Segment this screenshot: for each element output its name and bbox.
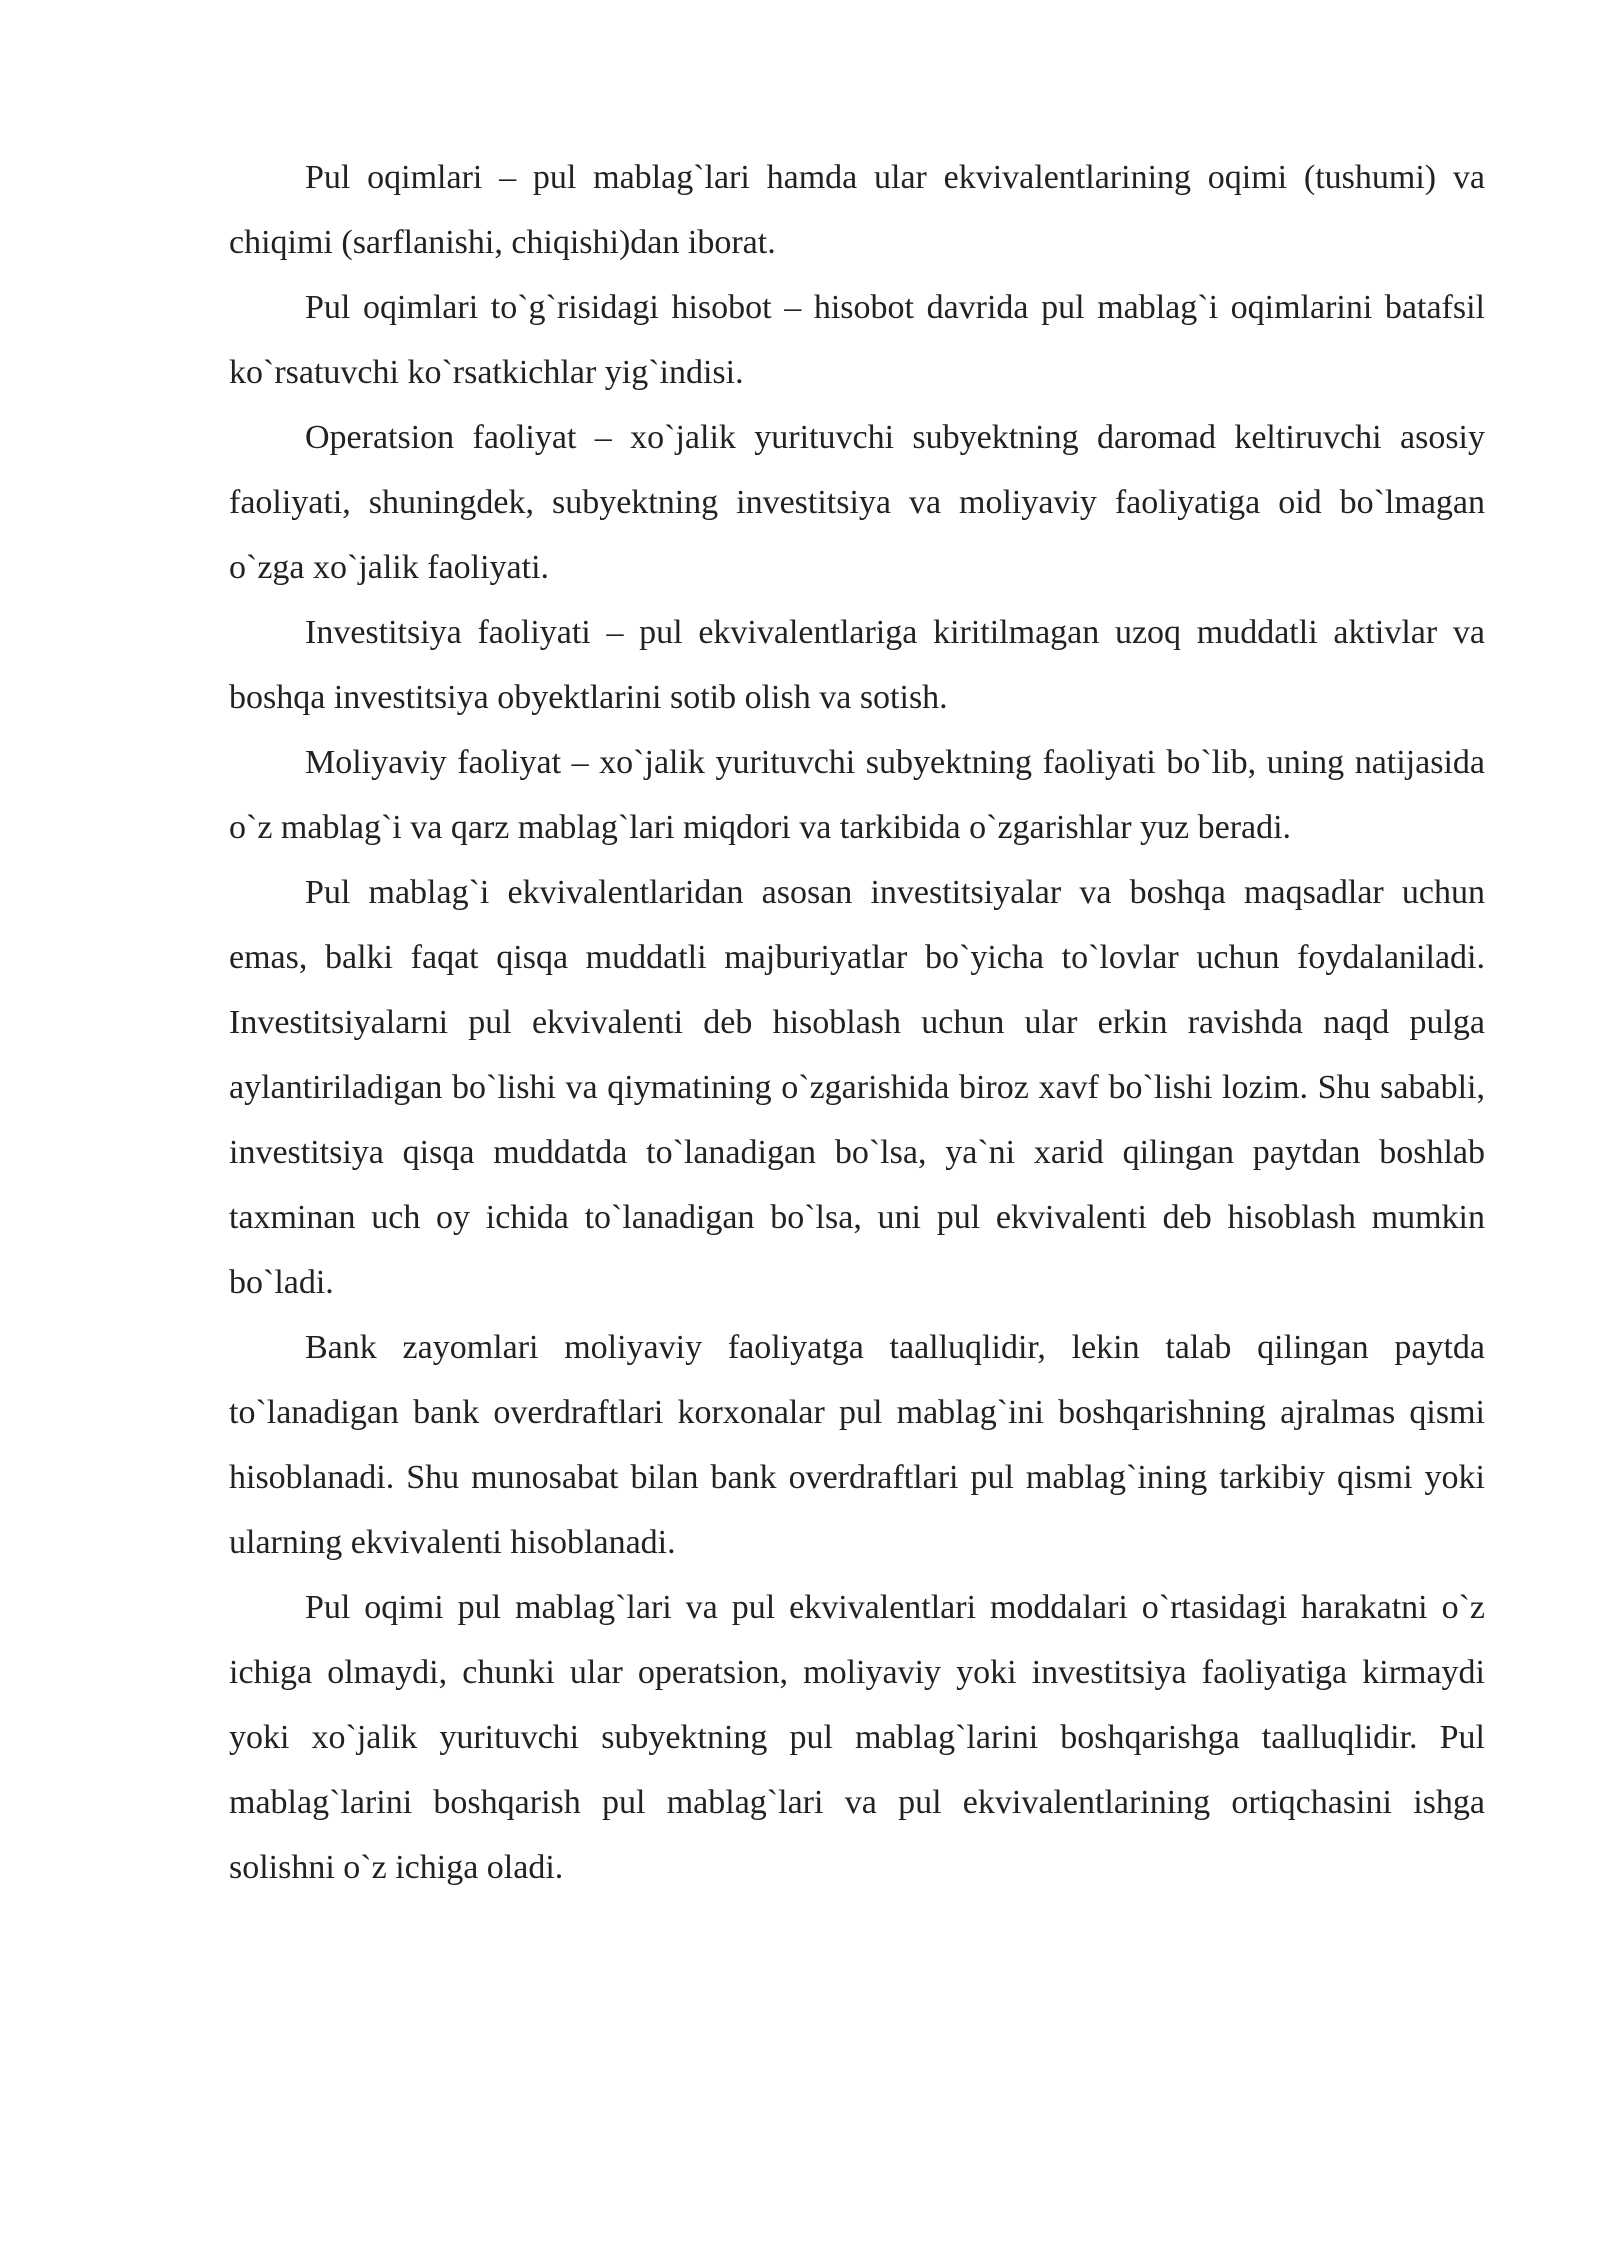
paragraph-investitsiya-faoliyati: Investitsiya faoliyati – pul ekvivalentlariga kiritilmagan uzoq muddatli aktivlar va boshqa investitsiya obyektlarini sotib olish va sotish. <box>229 614 1485 716</box>
paragraph-pul-oqimlari-hisobot: Pul oqimlari to`g`risidagi hisobot – hisobot davrida pul mablag`i oqimlarini batafsil ko`rsatuvchi ko`rsatkichlar yig`indisi. <box>229 289 1485 391</box>
paragraph-operatsion-faoliyat: Operatsion faoliyat – xo`jalik yurituvchi subyektning daromad keltiruvchi asosiy faoliyati, shuningdek, subyektning investitsiya va moliyaviy faoliyatiga oid bo`lmagan o`zga xo`jalik faoliyati. <box>229 419 1485 586</box>
paragraph-bank-zayomlari: Bank zayomlari moliyaviy faoliyatga taalluqlidir, lekin talab qilingan paytda to`lanadigan bank overdraftlari korxonalar pul mablag`ini boshqarishning ajralmas qismi hisoblanadi. Shu munosabat bilan bank overdraftlari pul mablag`ining tarkibiy qismi yoki ularning ekvivalenti hisoblanadi. <box>229 1329 1485 1561</box>
paragraph-moliyaviy-faoliyat: Moliyaviy faoliyat – xo`jalik yurituvchi subyektning faoliyati bo`lib, uning natijasida o`z mablag`i va qarz mablag`lari miqdori va tarkibida o`zgarishlar yuz beradi. <box>229 744 1485 846</box>
paragraph-pul-ekvivalentlari: Pul mablag`i ekvivalentlaridan asosan investitsiyalar va boshqa maqsadlar uchun emas, balki faqat qisqa muddatli majburiyatlar bo`yicha to`lovlar uchun foydalaniladi. Investitsiyalarni pul ekvivalenti deb hisoblash uchun ular erkin ravishda naqd pulga aylantiriladigan bo`lishi va qiymatining o`zgarishida biroz xavf bo`lishi lozim. Shu sababli, investitsiya qisqa muddatda to`lanadigan bo`lsa, ya`ni xarid qilingan paytdan boshlab taxminan uch oy ichida to`lanadigan bo`lsa, uni pul ekvivalenti deb hisoblash mumkin bo`ladi. <box>229 874 1485 1301</box>
paragraph-pul-oqimlari: Pul oqimlari – pul mablag`lari hamda ular ekvivalentlarining oqimi (tushumi) va chiqimi (sarflanishi, chiqishi)dan iborat. <box>229 159 1485 261</box>
paragraph-pul-oqimi-harakat: Pul oqimi pul mablag`lari va pul ekvivalentlari moddalari o`rtasidagi harakatni o`z ichiga olmaydi, chunki ular operatsion, moliyaviy yoki investitsiya faoliyatiga kirmaydi yoki xo`jalik yurituvchi subyektning pul mablag`larini boshqarishga taalluqlidir. Pul mablag`larini boshqarish pul mablag`lari va pul ekvivalentlarining ortiqchasini ishga solishni o`z ichiga oladi. <box>229 1589 1485 1886</box>
document-body <box>229 145 1485 1900</box>
